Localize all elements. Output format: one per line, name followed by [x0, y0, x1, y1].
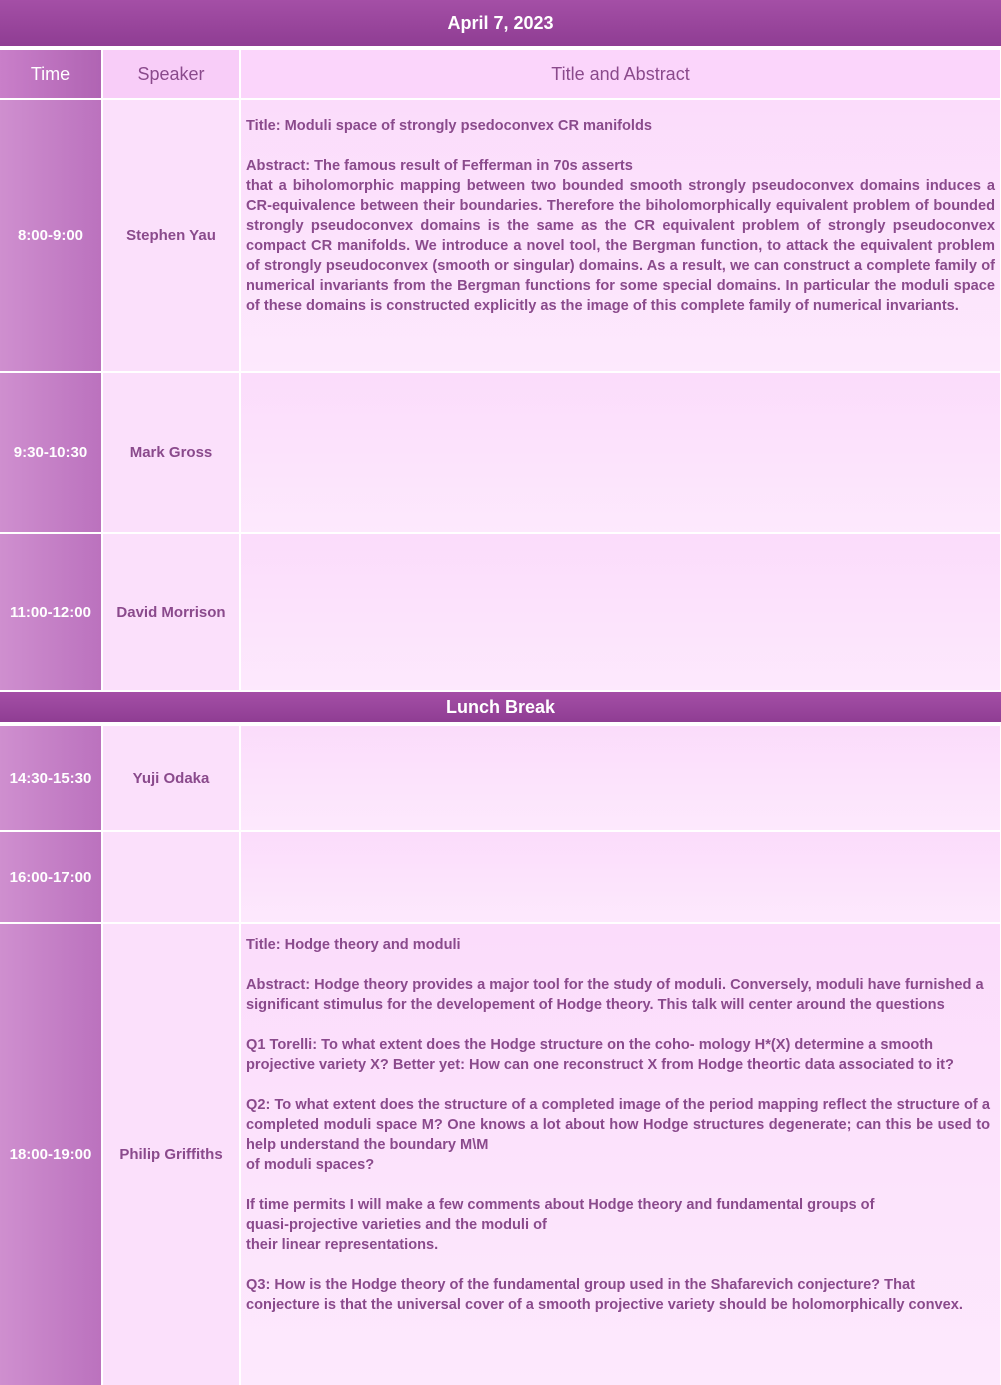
abstract-intro: Abstract: The famous result of Fefferman in 70s asserts: [246, 158, 633, 174]
talk-speaker: [103, 832, 239, 922]
date-header-label: April 7, 2023: [447, 12, 554, 33]
talk-abstract-cell: [241, 726, 1000, 830]
abstract-body: that a biholomorphic mapping between two bounded smooth strongly pseudoconvex domains induces a CR-equivalence between their boundaries. Therefore the biholomorphically equivalent problem of bounded strongly pseudoconvex domains is the same as the CR equivalent problem of strongly pseudoconvex compact CR manifolds. We introduce a novel tool, the Bergman function, to attack the equivalent problem of strongly pseudoconvex (smooth or singular) domains. As a result, we can construct a complete family of numerical invariants from the Bergman functions for some special domains. In particular the moduli space of these domains is constructed explicitly as the image of this complete family of numerical invariants.: [246, 178, 995, 314]
blank-line: [246, 1255, 990, 1275]
talk-time: 18:00-19:00: [0, 924, 101, 1385]
talk-abstract: [246, 116, 995, 316]
column-header-row: [0, 50, 1001, 98]
comment-line-3: their linear representations.: [246, 1237, 439, 1253]
question-q2: Q2: To what extent does the structure of a completed image of the period mapping reflect the structure of a completed moduli space M? One knows a lot about how Hodge structures degenerate; can this be used to help understand the boundary M\M: [246, 1097, 990, 1153]
talk-row: [0, 832, 1001, 922]
blank-line: [246, 136, 995, 156]
talk-abstract-cell: [241, 832, 1000, 922]
talk-speaker: David Morrison: [103, 534, 239, 690]
talk-row: [0, 373, 1001, 532]
talk-abstract-cell: [241, 534, 1000, 690]
talk-speaker: Stephen Yau: [103, 100, 239, 371]
talk-title: Title: Hodge theory and moduli: [246, 937, 461, 953]
talk-row: [0, 924, 1001, 1385]
blank-line: [246, 955, 990, 975]
talk-row: [0, 100, 1001, 371]
question-q1: Q1 Torelli: To what extent does the Hodge structure on the coho- mology H*(X) determine a smooth projective variety X? Better yet: How can one reconstruct X from Hodge theortic data associated to it?: [246, 1037, 954, 1073]
talk-speaker: Mark Gross: [103, 373, 239, 532]
talk-abstract-cell: [241, 924, 1000, 1385]
blank-line: [246, 1015, 990, 1035]
blank-line: [246, 1175, 990, 1195]
talk-time: 9:30-10:30: [0, 373, 101, 532]
talk-abstract-cell: [241, 373, 1000, 532]
lunch-break-label: Lunch Break: [445, 696, 556, 717]
abstract-intro: Abstract: Hodge theory provides a major tool for the study of moduli. Conversely, moduli have furnished a significant stimulus for the developement of Hodge theory. This talk will center around the questions: [246, 977, 984, 1013]
column-header-title-abstract: Title and Abstract: [241, 50, 1000, 98]
comment-line-1: If time permits I will make a few comments about Hodge theory and fundamental groups of: [246, 1197, 875, 1213]
talk-row: [0, 534, 1001, 690]
blank-line: [246, 1075, 990, 1095]
question-q3: Q3: How is the Hodge theory of the fundamental group used in the Shafarevich conjecture? That conjecture is that the universal cover of a smooth projective variety should be holomorphically convex.: [246, 1277, 963, 1313]
talk-row: [0, 726, 1001, 830]
talk-title: Title: Moduli space of strongly psedoconvex CR manifolds: [246, 118, 652, 134]
talk-abstract-cell: [241, 100, 1000, 371]
talk-time: 16:00-17:00: [0, 832, 101, 922]
column-header-speaker: Speaker: [103, 50, 239, 98]
lunch-break-band: [0, 692, 1001, 722]
talk-speaker: Philip Griffiths: [103, 924, 239, 1385]
column-header-time: Time: [0, 50, 101, 98]
comment-line-2: quasi-projective varieties and the moduli of: [246, 1217, 547, 1233]
talk-time: 8:00-9:00: [0, 100, 101, 371]
talk-time: 14:30-15:30: [0, 726, 101, 830]
date-header: [0, 0, 1001, 46]
talk-time: 11:00-12:00: [0, 534, 101, 690]
question-q2-end: of moduli spaces?: [246, 1157, 375, 1173]
talk-speaker: Yuji Odaka: [103, 726, 239, 830]
talk-abstract: [246, 935, 990, 1315]
